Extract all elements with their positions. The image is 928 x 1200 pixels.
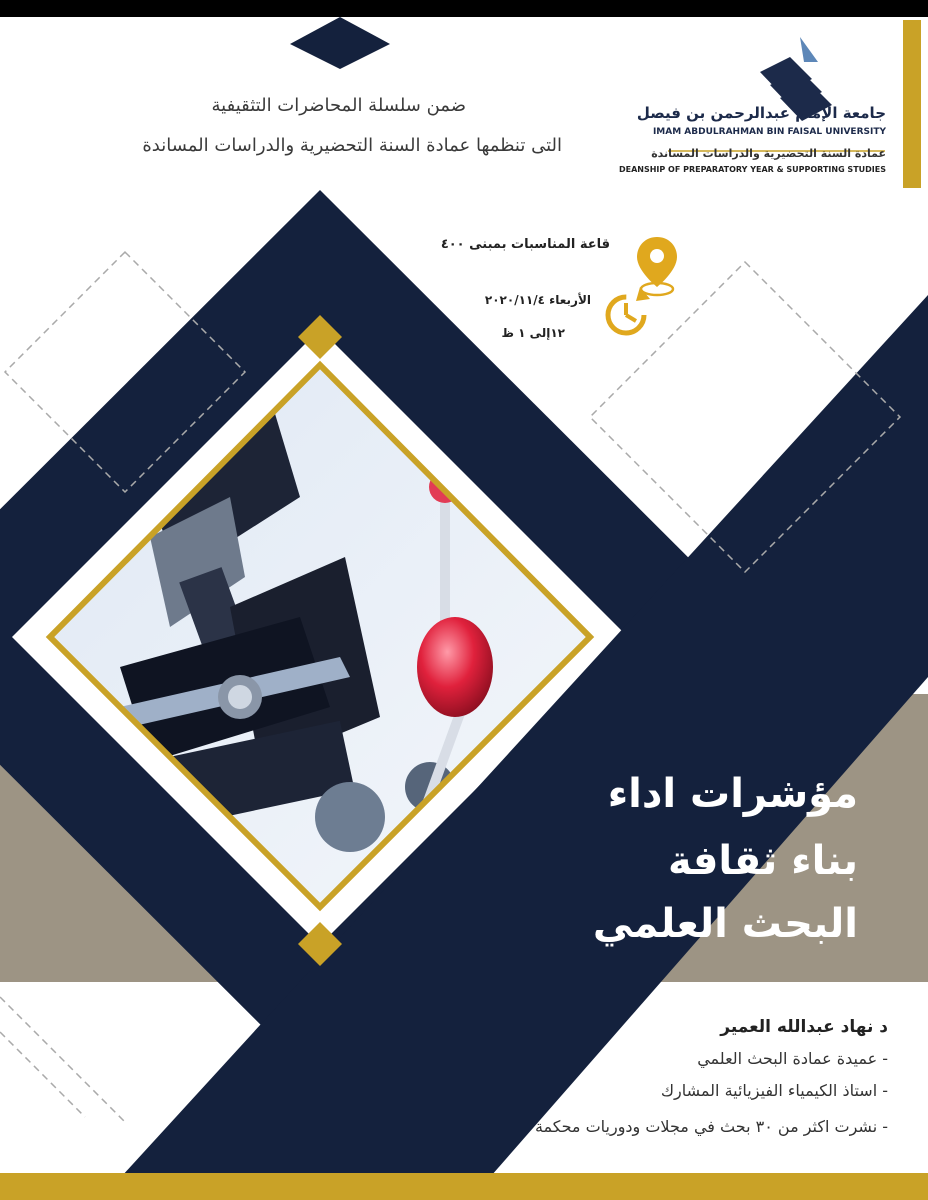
page [0,17,928,1200]
title-line-3: البحث العلمي [592,901,858,947]
event-time: ١٢إلى ١ ظ [501,326,565,340]
speaker-bullet-1: - عميدة عمادة البحث العلمي [697,1049,888,1068]
series-line-1: ضمن سلسلة المحاضرات التثقيفية [211,95,466,116]
clock-icon [608,287,650,333]
location-pin-icon [637,237,677,295]
event-venue: قاعة المناسبات بمبنى ٤٠٠ [440,237,610,252]
gold-accent-bar [903,20,921,188]
dashed-lines-bottom-left [0,997,125,1122]
deanship-name-english: DEANSHIP OF PREPARATORY YEAR & SUPPORTING STUDIES [618,165,886,174]
deanship-name-arabic: عمادة السنة التحضيرية والدراسات المساندة [651,147,886,160]
speaker-bullet-3: - نشرت اكثر من ٣٠ بحث في مجلات ودوريات محكمة [534,1117,888,1136]
series-line-2: التى تنظمها عمادة السنة التحضيرية والدراسات المساندة [142,135,562,156]
speaker-name: د نهاد عبدالله العمير [720,1017,888,1037]
title-line-2: بناء ثقافة [667,838,858,884]
dashed-lines-bottom-left-2 [0,1032,85,1117]
top-navy-diamond [290,17,390,69]
university-name-english: IMAM ABDULRAHMAN BIN FAISAL UNIVERSITY [652,127,886,137]
title-line-1: مؤشرات اداء [607,771,858,817]
speaker-bullet-2: - استاذ الكيمياء الفيزيائية المشارك [660,1081,888,1100]
university-name-arabic: جامعة الإمام عبدالرحمن بن فيصل [636,104,886,122]
event-date: الأربعاء ٢٠٢٠/١١/٤ [484,293,591,307]
bottom-gold-stripe [0,1173,928,1200]
